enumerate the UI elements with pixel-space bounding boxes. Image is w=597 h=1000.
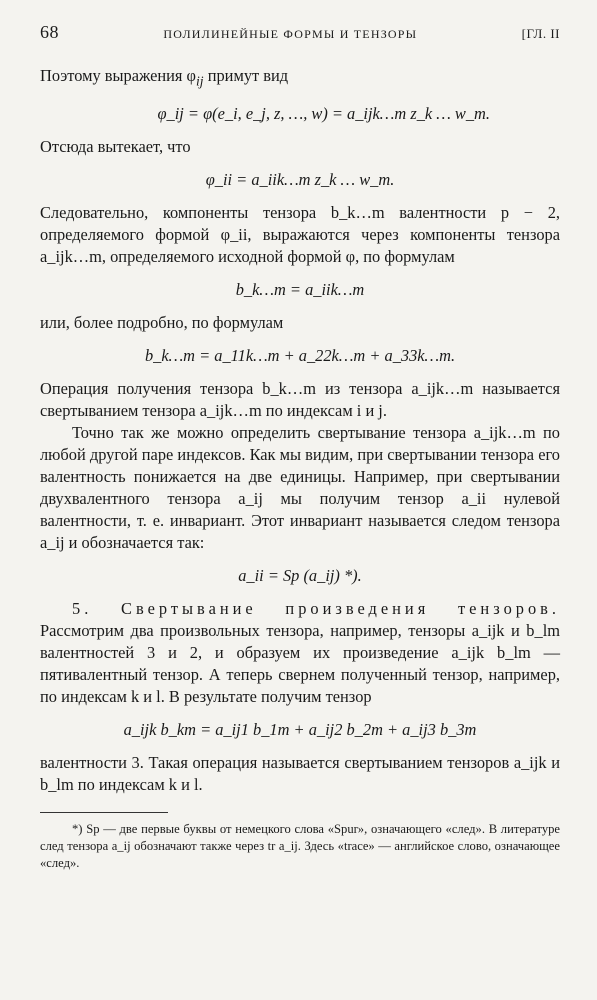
formula-b-contraction: b_k…m = a_iik…m bbox=[235, 280, 365, 300]
footnote: *) Sp — две первые буквы от немецкого слова «Spur», означающего «след». В литературе след тензора a_ij обозначают также через tr a_ij. Здесь «trace» — английское слово, означающее «след». bbox=[40, 822, 560, 871]
paragraph-intro: Поэтому выражения $\varphi_{ij}$ примут вид bbox=[40, 66, 289, 89]
running-header bbox=[40, 22, 560, 43]
book-page bbox=[40, 22, 560, 872]
paragraph-consequence: Отсюда вытекает, что bbox=[40, 137, 191, 157]
paragraph-definition: Операция получения тензора b_k…m из тензора a_ijk…m называется свертыванием тензора a_ijk…m по индексам i и j. bbox=[40, 379, 560, 421]
formula-trace: a_ii = Sp (a_ij) *). bbox=[238, 566, 362, 586]
paragraph-components: Следовательно, компоненты тензора b_k…m валентности p − 2, определяемого формой φ_ii, выражаются через компоненты тензора a_ijk…m, определяемого исходной формой φ, по формулам bbox=[40, 203, 560, 267]
running-title: ПОЛИЛИНЕЙНЫЕ ФОРМЫ И ТЕНЗОРЫ bbox=[163, 27, 418, 41]
formula-b-expanded: b_k…m = a_11k…m + a_22k…m + a_33k…m. bbox=[144, 346, 456, 366]
section-5 bbox=[40, 598, 560, 708]
chapter-label: [ГЛ. II bbox=[521, 26, 560, 41]
paragraph-detailed: или, более подробно, по формулам bbox=[40, 313, 284, 333]
formula-product-contraction: a_ijk b_km = a_ij1 b_1m + a_ij2 b_2m + a_ij3 b_3m bbox=[123, 720, 477, 740]
section-5-text: Рассмотрим два произвольных тензора, например, тензоры a_ijk и b_lm валентностей 3 и 2, и образуем их произведение a_ijk b_lm — пятивалентный тензор. А теперь свернем полученный тензор, например, по индексам k и l. В результате получим тензор bbox=[40, 621, 560, 707]
paragraph-valence: валентности 3. Такая операция называется свертыванием тензоров a_ijk и b_lm по индексам k и l. bbox=[40, 753, 560, 795]
formula-phi-ii: φ_ii = a_iik…m z_k … w_m. bbox=[205, 170, 395, 190]
footnote-rule bbox=[40, 812, 168, 813]
formula-phi-ij: φ_ij = φ(e_i, e_j, z, …, w) = a_ijk…m z_k … w_m. bbox=[157, 104, 490, 124]
section-5-heading: 5. Свертывание произведения тензоров. bbox=[72, 599, 560, 619]
page-number: 68 bbox=[40, 22, 59, 42]
paragraph-trace: Точно так же можно определить свертывание тензора a_ijk…m по любой другой паре индексов. Как мы видим, при свертывании тензора его валентность понижается на две единицы. Например, при свертывании двухвалентного тензора a_ij мы получим тензор a_ii нулевой валентности, т. е. инвариант. Этот инвариант называется следом тензора a_ij и обозначается так: bbox=[40, 423, 560, 553]
